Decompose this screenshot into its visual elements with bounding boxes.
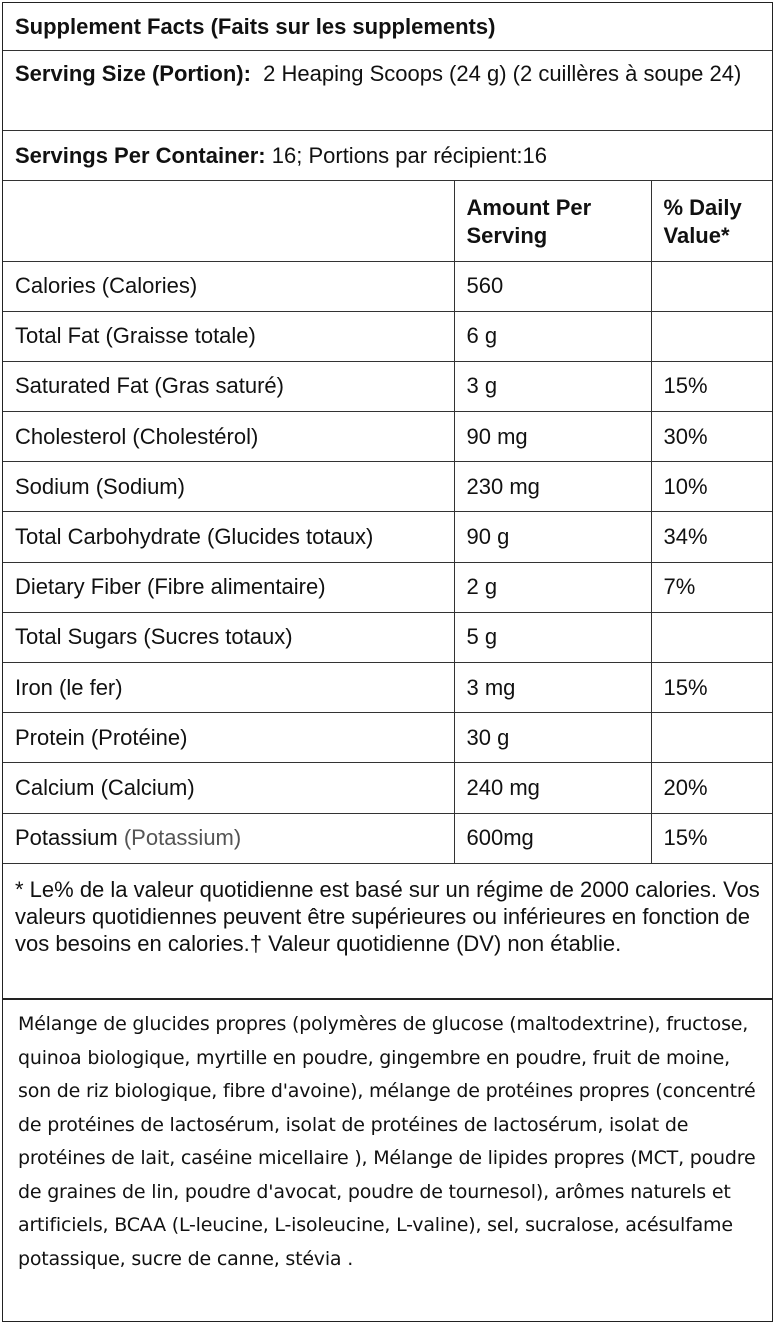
table-row xyxy=(3,412,772,462)
nutrient-name: Sodium (Sodium) xyxy=(3,462,454,512)
ingredients-list: Mélange de glucides propres (polymères de glucose (maltodextrine), fructose, quinoa biologique, myrtille en poudre, gingembre en poudre, fruit de moine, son de riz biologique, fibre d'avoine), mélange de protéines propres (concentré de protéines de lactosérum, isolat de protéines de lactosérum, isolat de protéines de lait, caséine micellaire ), Mélange de lipides propres (MCT, poudre de graines de lin, poudre d'avocat, poudre de tournesol), arômes naturels et artificiels, BCAA (L-leucine, L-isoleucine, L-valine), sel, sucralose, acésulfame potassique, sucre de canne, stévia . xyxy=(2,998,773,1322)
table-row xyxy=(3,612,772,662)
table-row xyxy=(3,763,772,813)
nutrient-dv: 15% xyxy=(651,361,772,411)
nutrient-amount: 3 g xyxy=(454,361,651,411)
nutrient-amount: 230 mg xyxy=(454,462,651,512)
nutrition-table xyxy=(3,181,772,864)
nutrient-amount: 5 g xyxy=(454,612,651,662)
nutrient-dv xyxy=(651,612,772,662)
nutrient-amount: 2 g xyxy=(454,562,651,612)
servings-per-container-label: Servings Per Container: xyxy=(15,143,266,168)
nutrient-amount: 560 xyxy=(454,261,651,311)
serving-size-value: 2 Heaping Scoops (24 g) (2 cuillères à soupe 24) xyxy=(263,61,742,86)
daily-value-footnote: * Le% de la valeur quotidienne est basé sur un régime de 2000 calories. Vos valeurs quotidiennes peuvent être supérieures ou inférieures en fonction de vos besoins en calories.† Valeur quotidienne (DV) non établie. xyxy=(15,876,760,956)
label-title: Supplement Facts (Faits sur les supplements) xyxy=(3,3,772,51)
nutrient-dv xyxy=(651,261,772,311)
servings-per-container-row xyxy=(3,131,772,181)
nutrient-dv: 10% xyxy=(651,462,772,512)
header-nutrient xyxy=(3,181,454,261)
nutrient-dv xyxy=(651,311,772,361)
table-row xyxy=(3,512,772,562)
table-row xyxy=(3,361,772,411)
table-row xyxy=(3,311,772,361)
header-daily-value: % Daily Value* xyxy=(651,181,772,261)
nutrient-dv: 7% xyxy=(651,562,772,612)
nutrient-name-en: Potassium xyxy=(15,825,118,851)
table-row xyxy=(3,713,772,763)
nutrient-amount: 30 g xyxy=(454,713,651,763)
nutrient-amount: 240 mg xyxy=(454,763,651,813)
serving-size-row xyxy=(3,51,772,131)
servings-per-container-value: 16; Portions par récipient:16 xyxy=(271,143,547,168)
nutrient-name: Iron (le fer) xyxy=(3,663,454,713)
nutrient-amount: 90 g xyxy=(454,512,651,562)
nutrient-name: Total Sugars (Sucres totaux) xyxy=(3,612,454,662)
nutrient-name: Protein (Protéine) xyxy=(3,713,454,763)
nutrient-dv: 15% xyxy=(651,663,772,713)
nutrient-name: Dietary Fiber (Fibre alimentaire) xyxy=(3,562,454,612)
supplement-facts-label xyxy=(2,2,773,1000)
nutrient-amount: 90 mg xyxy=(454,412,651,462)
nutrient-name: Total Fat (Graisse totale) xyxy=(3,311,454,361)
table-row xyxy=(3,562,772,612)
table-row xyxy=(3,663,772,713)
nutrient-dv: 34% xyxy=(651,512,772,562)
nutrient-dv: 30% xyxy=(651,412,772,462)
table-row xyxy=(3,813,772,863)
nutrient-dv: 15% xyxy=(651,813,772,863)
table-header-row xyxy=(3,181,772,261)
nutrient-name: Calories (Calories) xyxy=(3,261,454,311)
nutrient-amount: 6 g xyxy=(454,311,651,361)
header-amount: Amount Per Serving xyxy=(454,181,651,261)
table-row xyxy=(3,462,772,512)
nutrient-name: Cholesterol (Cholestérol) xyxy=(3,412,454,462)
serving-size-label: Serving Size (Portion): xyxy=(15,61,251,86)
nutrient-name: Calcium (Calcium) xyxy=(3,763,454,813)
nutrient-dv xyxy=(651,713,772,763)
nutrient-amount: 3 mg xyxy=(454,663,651,713)
table-row xyxy=(3,261,772,311)
nutrient-name xyxy=(3,813,454,863)
nutrient-amount: 600mg xyxy=(454,813,651,863)
nutrient-name: Total Carbohydrate (Glucides totaux) xyxy=(3,512,454,562)
nutrient-dv: 20% xyxy=(651,763,772,813)
nutrient-name: Saturated Fat (Gras saturé) xyxy=(3,361,454,411)
nutrient-name-fr: (Potassium) xyxy=(123,825,242,851)
